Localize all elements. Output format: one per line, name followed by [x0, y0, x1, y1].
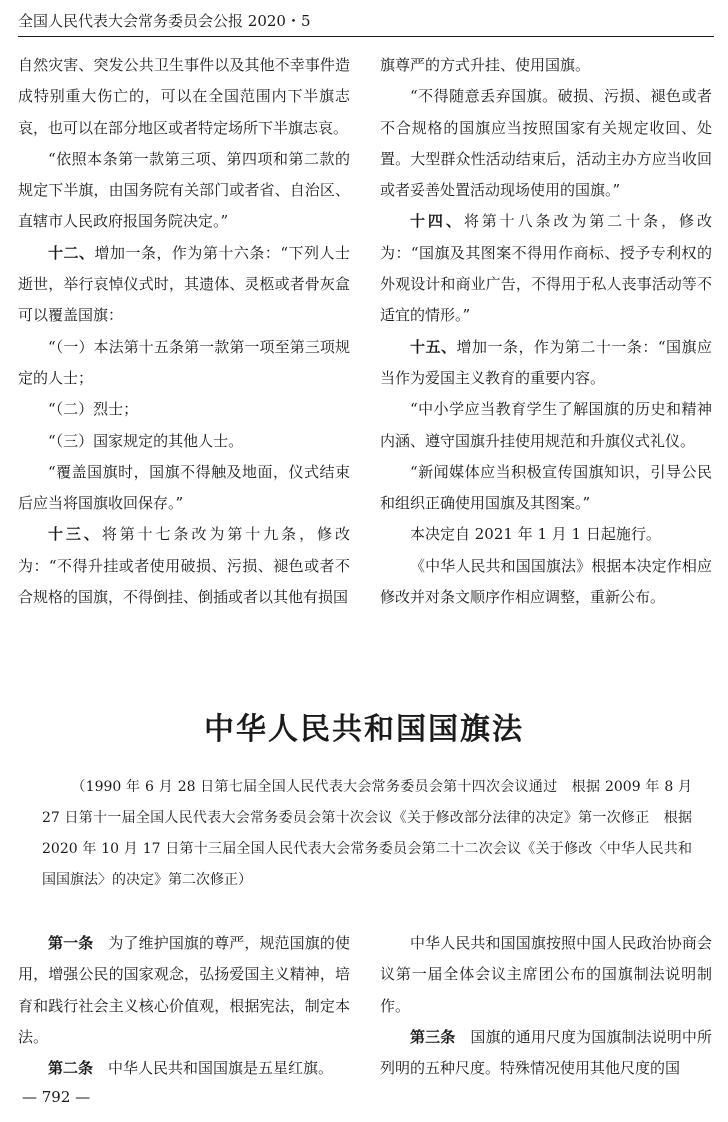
article-number: 十四、 — [410, 212, 464, 231]
paragraph-text: 旗尊严的方式升挂、使用国旗。 — [380, 56, 591, 74]
paragraph — [380, 332, 712, 395]
paragraph-text: “中小学应当教育学生了解国旗的历史和精神内涵、遵守国旗升挂使用规范和升旗仪式礼仪。 — [380, 400, 712, 450]
paragraph — [18, 519, 350, 613]
paragraph — [18, 332, 350, 395]
paragraph-text: 中华人民共和国国旗按照中国人民政治协商会议第一届全体会议主席团公布的国旗制法说明制作。 — [380, 934, 712, 1015]
paragraph — [380, 50, 712, 81]
paragraph-text: 本决定自 2021 年 1 月 1 日起施行。 — [410, 525, 661, 544]
paragraph — [18, 50, 350, 144]
paragraph — [18, 394, 350, 425]
paragraph — [18, 1053, 350, 1084]
paragraph — [380, 206, 712, 331]
amendment-history-text: （1990 年 6 月 28 日第七届全国人民代表大会常务委员会第十四次会议通过 根据 2009 年 8 月 27 日第十一届全国人民代表大会常务委员会第十次会议《关于修改部分法律的决定》第一次修正 根据 2020 年 10 月 17 日第十三届全国人民代表大会常务委员会第二十二次会议《关于修改〈中华人民共和国国旗法〉的决定》第二次修正） — [42, 779, 692, 888]
journal-header: 全国人民代表大会常务委员会公报 2020・5 — [18, 8, 714, 37]
paragraph — [380, 81, 712, 206]
paragraph-text: “覆盖国旗时，国旗不得触及地面，仪式结束后应当将国旗收回保存。” — [18, 462, 350, 513]
amendment-history — [42, 772, 692, 896]
column-right-top — [380, 50, 712, 613]
paragraph — [18, 457, 350, 520]
paragraph — [380, 928, 712, 1022]
article-number: 十五、 — [410, 337, 457, 356]
article-number: 十二、 — [48, 243, 95, 262]
paragraph-text: “依照本条第一款第三项、第四项和第二款的规定下半旗，由国务院有关部门或者省、自治区、直辖市人民政府报国务院决定。” — [18, 149, 350, 231]
paragraph-text: 将第十七条改为第十九条，修改为：“不得升挂或者使用破损、污损、褪色或者不合规格的国旗，不得倒挂、倒插或者以其他有损国 — [18, 525, 350, 607]
article-number: 第二条 — [48, 1059, 94, 1078]
paragraph-text: 增加一条，作为第十六条：“下列人士逝世，举行哀悼仪式时，其遗体、灵柩或者骨灰盒可以覆盖国旗： — [18, 243, 350, 325]
paragraph-text: 自然灾害、突发公共卫生事件以及其他不幸事件造成特别重大伤亡的，可以在全国范围内下半旗志哀，也可以在部分地区或者特定场所下半旗志哀。 — [18, 56, 350, 137]
paragraph-text: “（三）国家规定的其他人士。 — [48, 431, 244, 450]
paragraph — [380, 1022, 712, 1085]
paragraph — [380, 394, 712, 457]
article-number: 第一条 — [48, 934, 94, 952]
paragraph-text: “（二）烈士； — [48, 400, 139, 419]
column-right-bottom — [380, 928, 712, 1084]
paragraph — [380, 551, 712, 614]
paragraph — [380, 519, 712, 550]
paragraph-text: 增加一条，作为第二十一条：“国旗应当作为爱国主义教育的重要内容。 — [380, 337, 712, 387]
column-left-top — [18, 50, 350, 613]
paragraph-text: 《中华人民共和国国旗法》根据本决定作相应修改并对条文顺序作相应调整，重新公布。 — [380, 556, 712, 607]
paragraph — [18, 426, 350, 457]
paragraph-text: “不得随意丢弃国旗。破损、污损、褪色或者不合规格的国旗应当按照国家有关规定收回、处置。大型群众性活动结束后，活动主办方应当收回或者妥善处置活动现场使用的国旗。” — [380, 87, 712, 200]
page-number: — 792 — — [22, 1088, 91, 1106]
paragraph — [380, 457, 712, 520]
article-number: 十三、 — [48, 525, 102, 544]
article-number: 第三条 — [410, 1027, 456, 1046]
paragraph-text: 中华人民共和国国旗是五星红旗。 — [93, 1059, 334, 1078]
paragraph-text: 为了维护国旗的尊严，规范国旗的使用，增强公民的国家观念，弘扬爱国主义精神，培育和践行社会主义核心价值观，根据宪法，制定本法。 — [18, 934, 350, 1046]
paragraph — [18, 928, 350, 1053]
paragraph-text: 国旗的通用尺度为国旗制法说明中所列明的五种尺度。特殊情况使用其他尺度的国 — [380, 1027, 712, 1078]
paragraph-text: “新闻媒体应当积极宣传国旗知识，引导公民和组织正确使用国旗及其图案。” — [380, 462, 712, 513]
column-left-bottom — [18, 928, 350, 1084]
paragraph-text: “（一）本法第十五条第一款第一项至第三项规定的人士； — [18, 337, 350, 387]
paragraph — [18, 144, 350, 238]
law-title: 中华人民共和国国旗法 — [204, 712, 524, 747]
paragraph — [18, 238, 350, 332]
paragraph-text: 将第十八条改为第二十条，修改为：“国旗及其图案不得用作商标、授予专利权的外观设计和商业广告，不得用于私人丧事活动等不适宜的情形。” — [380, 212, 712, 325]
